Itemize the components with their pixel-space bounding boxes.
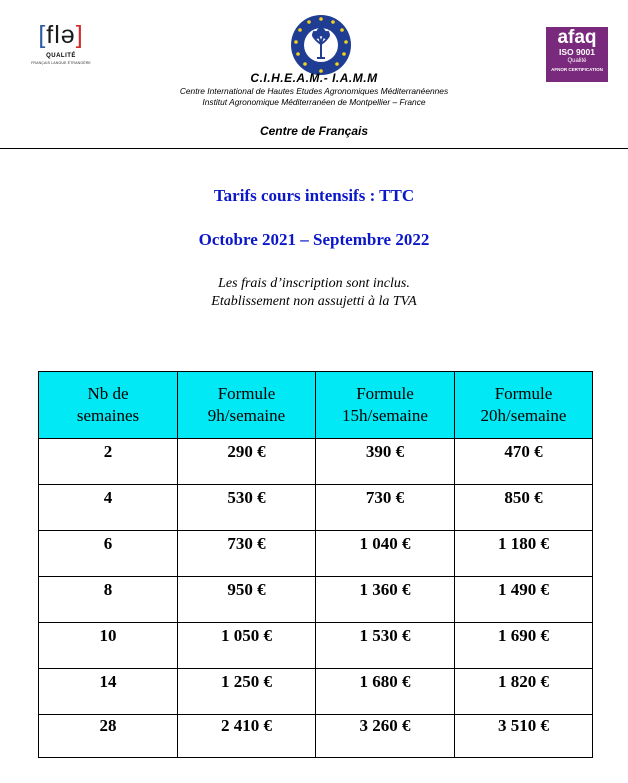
org-line-2: Institut Agronomique Méditerranéen de Montpellier – France — [202, 97, 426, 107]
table-header-row — [39, 372, 593, 439]
table-row — [39, 715, 593, 758]
table-row — [39, 485, 593, 531]
weeks-cell: 28 — [39, 715, 178, 758]
price-cell: 1 250 € — [178, 669, 316, 715]
price-cell: 950 € — [178, 577, 316, 623]
fle-logo-subtitle: FRANÇAIS LANGUE ÉTRANGÈRE — [31, 61, 91, 65]
page-title: Tarifs cours intensifs : TTC — [213, 186, 415, 205]
price-cell: 1 530 € — [316, 623, 455, 669]
weeks-cell: 8 — [39, 577, 178, 623]
header-20h: Formule 20h/semaine — [455, 372, 593, 439]
org-line-1: Centre International de Hautes Etudes Agronomiques Méditerranéennes — [179, 86, 449, 96]
org-name: C.I.H.E.A.M.- I.A.M.M — [250, 71, 378, 85]
table-row — [39, 623, 593, 669]
note-vat: Etablissement non assujetti à la TVA — [211, 294, 417, 309]
weeks-cell: 10 — [39, 623, 178, 669]
fle-logo-mark: [flə] — [38, 21, 84, 49]
table-row — [39, 577, 593, 623]
period-title: Octobre 2021 – Septembre 2022 — [198, 230, 430, 249]
weeks-cell: 4 — [39, 485, 178, 531]
table-row — [39, 669, 593, 715]
price-cell: 1 490 € — [455, 577, 593, 623]
price-cell: 1 180 € — [455, 531, 593, 577]
price-cell: 470 € — [455, 439, 593, 485]
price-cell: 1 360 € — [316, 577, 455, 623]
table-row — [39, 439, 593, 485]
weeks-cell: 14 — [39, 669, 178, 715]
price-cell: 1 680 € — [316, 669, 455, 715]
price-cell: 530 € — [178, 485, 316, 531]
afaq-brand: afaq — [557, 27, 597, 48]
header-15h: Formule 15h/semaine — [316, 372, 455, 439]
weeks-cell: 6 — [39, 531, 178, 577]
header-9h: Formule 9h/semaine — [178, 372, 316, 439]
price-cell: 1 050 € — [178, 623, 316, 669]
fle-logo-quality: QUALITÉ — [46, 53, 76, 59]
price-cell: 1 820 € — [455, 669, 593, 715]
price-cell: 2 410 € — [178, 715, 316, 758]
centre-name: Centre de Français — [259, 124, 369, 138]
price-cell: 1 040 € — [316, 531, 455, 577]
header-divider — [0, 148, 628, 149]
price-cell: 3 260 € — [316, 715, 455, 758]
price-cell: 1 690 € — [455, 623, 593, 669]
price-table — [38, 371, 593, 758]
price-cell: 730 € — [178, 531, 316, 577]
afaq-cert: AFNOR CERTIFICATION — [551, 67, 603, 72]
table-row — [39, 531, 593, 577]
afaq-iso: ISO 9001 — [559, 47, 595, 57]
price-cell: 290 € — [178, 439, 316, 485]
price-cell: 850 € — [455, 485, 593, 531]
price-cell: 390 € — [316, 439, 455, 485]
header-weeks: Nb de semaines — [39, 372, 178, 439]
price-cell: 3 510 € — [455, 715, 593, 758]
fle-quality-logo — [30, 20, 92, 65]
price-cell: 730 € — [316, 485, 455, 531]
note-registration: Les frais d’inscription sont inclus. — [218, 276, 410, 291]
ciheam-emblem-icon — [290, 14, 352, 76]
afaq-quality: Qualité — [567, 58, 587, 64]
weeks-cell: 2 — [39, 439, 178, 485]
